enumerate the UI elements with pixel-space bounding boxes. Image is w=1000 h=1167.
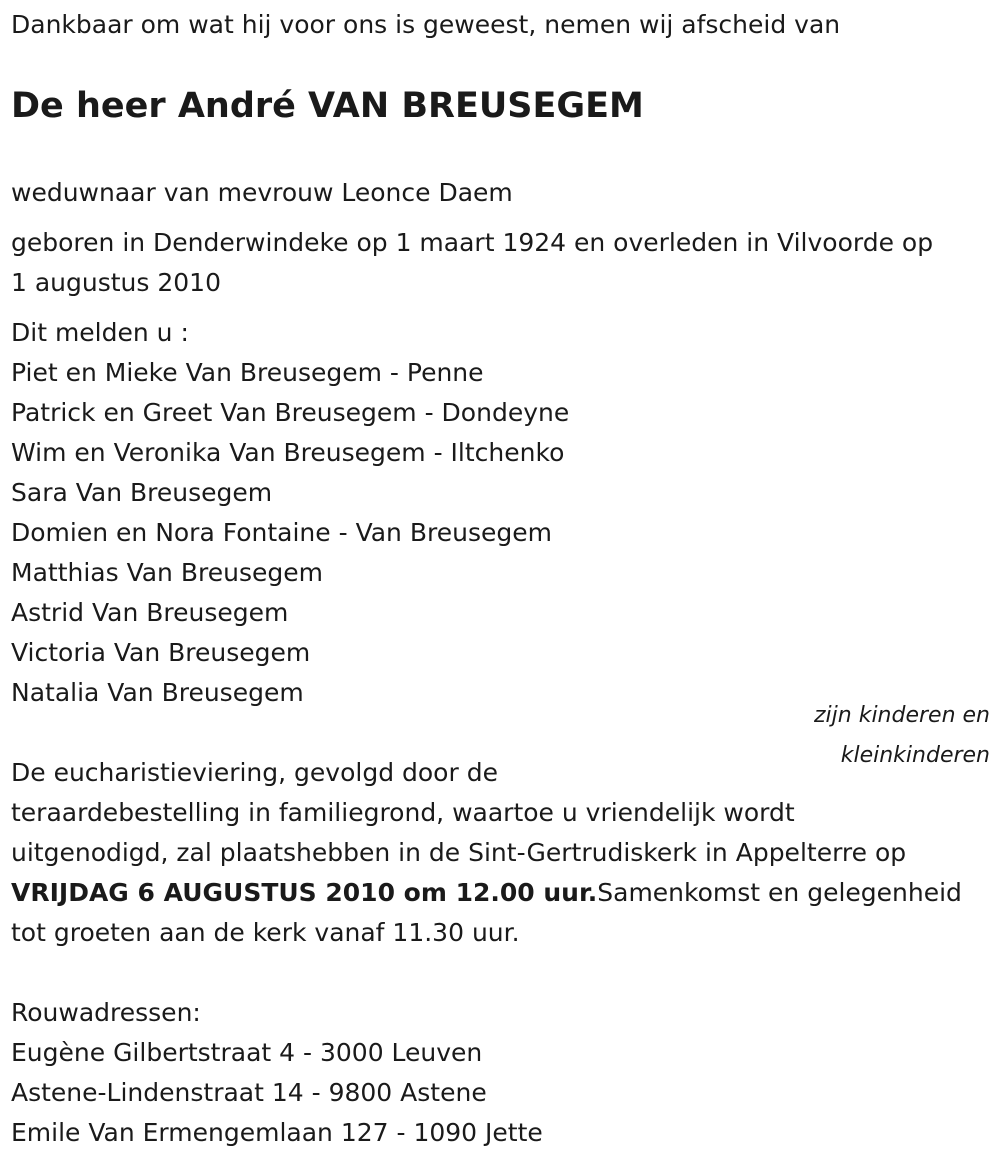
address-item: Astene-Lindenstraat 14 - 9800 Astene [11,1078,487,1107]
ceremony-date: VRIJDAG 6 AUGUSTUS 2010 om 12.00 uur. [11,878,598,907]
ceremony-line-4 [11,877,962,909]
address-item: Eugène Gilbertstraat 4 - 3000 Leuven [11,1038,483,1067]
announcer-name: Wim en Veronika Van Breusegem - Iltchenko [11,438,565,467]
ceremony-line-3: uitgenodigd, zal plaatshebben in de Sint-Gertrudiskerk in Appelterre op [11,838,907,867]
ceremony-line-5: tot groeten aan de kerk vanaf 11.30 uur. [11,918,520,947]
announcer-name: Patrick en Greet Van Breusegem - Dondeyne [11,398,570,427]
announcer-name: Domien en Nora Fontaine - Van Breusegem [11,518,552,547]
addresses-heading: Rouwadressen: [11,998,201,1027]
announcer-name: Sara Van Breusegem [11,478,273,507]
announcer-name: Victoria Van Breusegem [11,638,311,667]
birth-death-line-2: 1 augustus 2010 [11,268,221,297]
ceremony-line-2: teraardebestelling in familiegrond, waartoe u vriendelijk wordt [11,798,795,827]
ceremony-line-1: De eucharistieviering, gevolgd door de [11,758,498,787]
announcer-name: Astrid Van Breusegem [11,598,289,627]
ceremony-gathering-text: Samenkomst en gelegenheid [597,878,962,907]
birth-death-line-1: geboren in Denderwindeke op 1 maart 1924 en overleden in Vilvoorde op [11,228,934,257]
announcer-name: Matthias Van Breusegem [11,558,323,587]
relation-line-2: kleinkinderen [840,743,990,768]
relation-line-1: zijn kinderen en [814,703,990,728]
announcer-name: Piet en Mieke Van Breusegem - Penne [11,358,484,387]
announcer-name: Natalia Van Breusegem [11,678,304,707]
deceased-name: De heer André VAN BREUSEGEM [11,86,644,126]
intro-text: Dankbaar om wat hij voor ons is geweest, nemen wij afscheid van [11,10,841,39]
widower-text: weduwnaar van mevrouw Leonce Daem [11,178,513,207]
announcers-heading: Dit melden u : [11,318,189,347]
address-item: Emile Van Ermengemlaan 127 - 1090 Jette [11,1118,543,1147]
